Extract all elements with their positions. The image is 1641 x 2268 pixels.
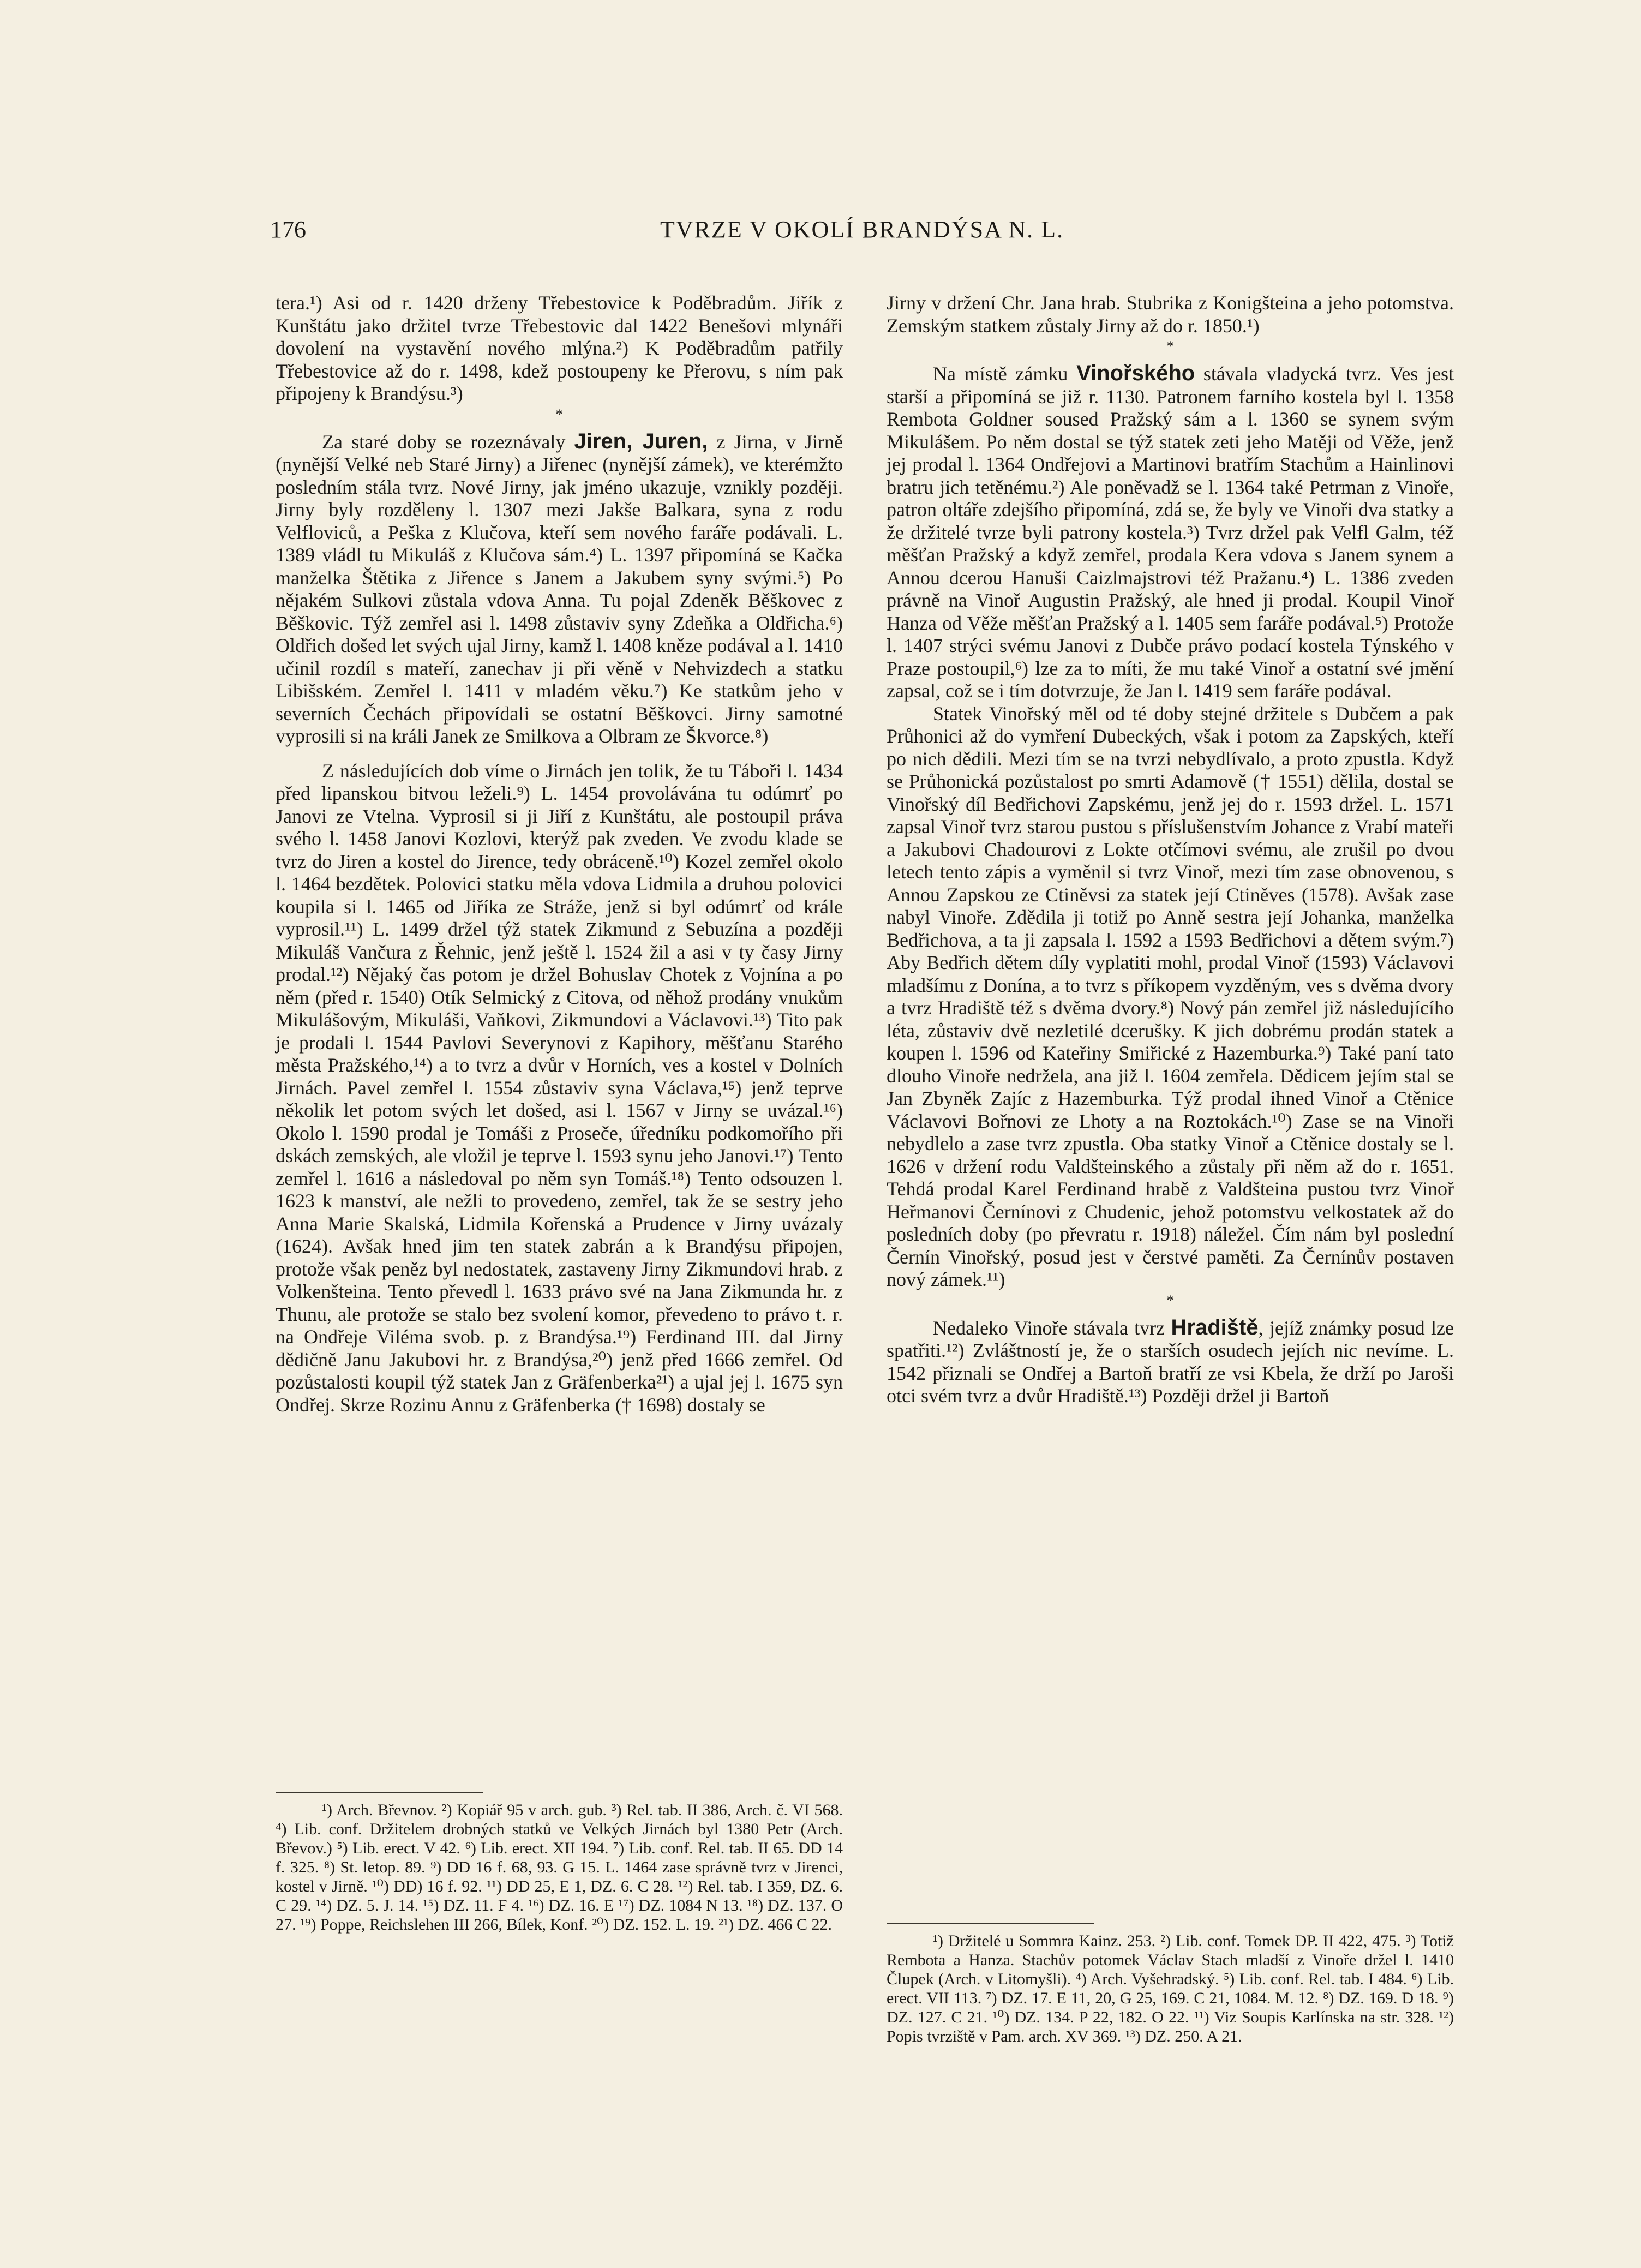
left-column [276, 292, 843, 1416]
paragraph-trebestovice-end: tera.¹) Asi od r. 1420 drženy Třebestovice k Poděbradům. Jiřík z Kunštátu jako držitel tvrze Třebestovic dal 1422 Benešovi mlynáři dovolení na vystavění nového mlýna.²) K Poděbradům patřily Třebestovice až do r. 1498, kdež postoupeny ke Přerovu, s ním pak připojeny k Brandýsu.³) [276, 292, 843, 404]
footnote-rule [276, 1792, 483, 1793]
paragraph-jiren-history: Z následujících dob víme o Jirnách jen tolik, že tu Táboři l. 1434 před lipanskou bitvou leželi.⁹) L. 1454 provolávána tu odúmrť po Janovi ze Vtelna. Vyprosil si ji Jiří z Kunštátu, ale postoupil práva svého l. 1458 Janovi Kozlovi, kterýž pak zveden. Ve zvodu klade se tvrz do Jiren a kostel do Jirence, tedy obráceně.¹⁰) Kozel zemřel okolo l. 1464 bezdětek. Polovici statku měla vdova Lidmila a druhou polovici koupila si l. 1465 od Jiříka ze Stráže, jenž si byl odúmrť od krále vyprosil.¹¹) L. 1499 držel týž statek Zikmund z Sebuzína a později Mikuláš Vančura z Řehnic, jenž ještě l. 1524 žil a asi v ty časy Jirny prodal.¹²) Nějaký čas potom je držel Bohuslav Chotek z Vojnína a po něm (před r. 1540) Otík Selmický z Citova, od něhož prodány vnukům Mikulášovým, Mikuláši, Vaňkovi, Zikmundovi a Václavovi.¹³) Tito pak je prodali l. 1544 Pavlovi Severynovi z Kapihory, měšťanu Starého města Pražského,¹⁴) a to tvrz a dvůr v Horních, ves a kostel v Dolních Jirnách. Pavel zemřel l. 1554 zůstaviv syna Václava,¹⁵) jenž teprve několik let potom svých let došed, asi l. 1567 v Jirny se uvázal.¹⁶) Okolo l. 1590 prodal je Tomáši z Proseče, úředníku podkomořího při dskách zemských, ale vložil je teprve l. 1593 synu jeho Janovi.¹⁷) Tento zemřel l. 1616 a následoval po něm syn Tomáš.¹⁸) Tento odsouzen l. 1623 k manství, ale nežli to provedeno, zemřel, tak že se sestry jeho Anna Marie Skalská, Lidmila Kořenská a Prudence v Jirny uvázaly (1624). Avšak hned jim ten statek zabrán a k Brandýsu připojen, protože však peněz byl nedostatek, zastaveny Jirny Zikmundovi hrab. z Volkenšteina. Tento převedl l. 1633 právo své na Jana Zikmunda hr. z Thunu, ale protože se stalo bez svolení komor, převedeno to právo t. r. na Ondřeje Viléma svob. p. z Brandýsa.¹⁹) Ferdinand III. dal Jirny dědičně Janu Jakubovi hr. z Brandýsa,²⁰) jenž před 1666 zemřel. Od pozůstalosti koupil týž statek Jan z Gräfenberka²¹) a ujal jej l. 1675 syn Ondřej. Skrze Rozinu Annu z Gräfenberka († 1698) dostaly se [276, 759, 843, 1416]
page-number: 176 [270, 216, 306, 243]
paragraph-jirny-end: Jirny v držení Chr. Jana hrab. Stubrika z Konigšteina a jeho potomstva. Zemským statkem zůstaly Jirny až do r. 1850.¹) [887, 292, 1454, 337]
paragraph-jiren-intro [276, 430, 843, 748]
text-run: z Jirna, v Jirně (nynější Velké neb Staré Jirny) a Jiřenec (nynější zámek), ve kterémžto posledním stála tvrz. Nové Jirny, jak jméno ukazuje, vznikly později. Jirny byly rozděleny l. 1307 mezi Jakše Balkara, syna z rodu Velfloviců, a Peška z Klučova, kteří sem nového faráře podávali. L. 1389 vládl tu Mikuláš z Klučova sám.⁴) L. 1397 připomíná se Kačka manželka Štětika z Jiřence s Janem a Jakubem syny svými.⁵) Po nějakém Sulkovi zůstala vdova Anna. Tu pojal Zdeněk Běškovec z Běškovic. Týž zemřel asi l. 1498 zůstaviv syny Zdeňka a Oldřicha.⁶) Oldřich došed let svých ujal Jirny, kamž l. 1408 kněze podával a l. 1410 učinil rozdíl s mateří, zanechav ji při věně v Nehvizdech a statku Libišském. Zemřel l. 1411 v mladém věku.⁷) Ke statkům jeho v severních Čechách připovídali se ostatní Běškovci. Jirny samotné vyprosili si na králi Janek ze Smilkova a Olbram ze Škvorce.⁸) [276, 430, 843, 747]
footnote-rule [887, 1923, 1094, 1924]
text-run: Na místě zámku [933, 363, 1077, 385]
section-heading-jiren: Jiren, Juren, [574, 429, 708, 453]
section-heading-vinor: Vinořského [1076, 361, 1195, 385]
section-heading-hradiste: Hradiště [1171, 1315, 1259, 1339]
footnotes-left: ¹) Arch. Břevnov. ²) Kopiář 95 v arch. gub. ³) Rel. tab. II 386, Arch. č. VI 568. ⁴) Lib. conf. Držitelem drobných statků ve Velkých Jirnách byl 1380 Petr (Arch. Břevov.) ⁵) Lib. erect. V 42. ⁶) Lib. erect. XII 194. ⁷) Lib. conf. Rel. tab. II 65. DD 14 f. 325. ⁸) St. letop. 89. ⁹) DD 16 f. 68, 93. G 15. L. 1464 zase správně tvrz v Jirenci, kostel v Jirně. ¹⁰) DD) 16 f. 92. ¹¹) DD 25, E 1, DZ. 6. C 28. ¹²) Rel. tab. I 359, DZ. 6. C 29. ¹⁴) DZ. 5. J. 14. ¹⁵) DZ. 11. F 4. ¹⁶) DZ. 16. E ¹⁷) DZ. 1084 N 13. ¹⁸) DZ. 137. O 27. ¹⁹) Poppe, Reichslehen III 266, Bílek, Konf. ²⁰) DZ. 152. L. 19. ²¹) DZ. 466 C 22. [276, 1801, 843, 1934]
paragraph-vinor-history: Statek Vinořský měl od té doby stejné držitele s Dubčem a pak Průhonici až do vymření Dubeckých, však i potom za Zapských, kteří po nich dědili. Mezi tím se na tvrzi nebydlívalo, a proto zpustla. Když se Průhonická pozůstalost po smrti Adamově († 1551) dělila, dostal se Vinořský díl Bedřichovi Zapskému, jenž jej do r. 1593 držel. L. 1571 zapsal Vinoř tvrz starou pustou s příslušenstvím Johance z Vrabí mateři a Jakubovi Chadourovi z Lokte otčímovi svému, ale zrušil po dvou letech tento zápis a vyměnil si tvrz Vinoř, mezi tím zase obnovenou, s Annou Zapskou ze Ctiněvsi za statek její Ctiněves (1578). Avšak zase nabyl Vinoře. Zdědila ji totiž po Anně sestra její Johanka, manželka Bedřichova, a ta ji zapsala l. 1592 a 1593 Bedřichovi a dětem svým.⁷) Aby Bedřich dětem díly vyplatiti mohl, prodal Vinoř (1593) Václavovi mladšímu z Donína, a to tvrz s příkopem vyzděným, ves s dvěma dvory a tvrz Hradiště též s dvěma dvory.⁸) Nový pán zemřel již následujícího léta, zůstaviv dvě nezletilé dcerušky. K jich dobrému prodán statek a koupen l. 1596 od Kateřiny Smiřické z Hazemburka.⁹) Také paní tato dlouho Vinoře nedržela, ana již l. 1604 zemřela. Dědicem jejím stal se Jan Zbyněk Zajíc z Hazemburka. Týž prodal ihned Vinoř a Ctěnice Václavovi Bořnovi ze Lhoty a na Roztokách.¹⁰) Zase se na Vinoři nebydlelo a zase tvrz zpustla. Oba statky Vinoř a Ctěnice dostaly se l. 1626 v držení rodu Valdšteinského a zůstaly při něm až do r. 1651. Tehdá prodal Karel Ferdinand hrabě z Valdšteina pustou tvrz Vinoř Heřmanovi Černínovi z Chudenic, jehož potomstvu velkostatek až do posledních doby (po převratu r. 1918) náležel. Čím nám byl poslední Černín Vinořský, posud jest v čerstvé paměti. Za Černínův postaven nový zámek.¹¹) [887, 702, 1454, 1290]
section-separator: * [555, 406, 563, 422]
text-run: stávala vladycká tvrz. Ves jest starší a připomíná se již r. 1130. Patronem farního kostela byl l. 1358 Rembota Goldner soused Pražský sám a l. 1360 se synem svým Mikulášem. Po něm dostal se týž statek zeti jeho Matěji od Věže, jenž jej prodal l. 1364 Ondřejovi a Martinovi bratřím Stachům a Hainlinovi bratru jich tetěnému.²) Ale poněvadž se l. 1364 také Petrman z Vinoře, patron oltáře zdejšího připomíná, zdá se, že byly ve Vinoři dva statky a že držitelé tvrze byli patrony kostela.³) Tvrz držel pak Velfl Galm, též měšťan Pražský a když zemřel, prodala Kera vdova s Janem synem a Annou dcerou Hanuši Caizlmajstrovi též Pražanu.⁴) L. 1386 zveden právně na Vinoř Augustin Pražský, ale hned ji prodal. Koupil Vinoř Hanza od Věže měšťan Pražský a l. 1405 sem faráře podával.⁵) Protože l. 1407 strýci svému Janovi z Dubče právo podací kostela Týnského v Praze postoupil,⁶) lze za to míti, že mu také Vinoř a ostatní své jmění zapsal, což se i tím dotvrzuje, že Jan l. 1419 sem faráře podával. [887, 363, 1454, 702]
text-run: Za staré doby se rozeznávaly [322, 430, 574, 453]
footnotes-right: ¹) Držitelé u Sommra Kainz. 253. ²) Lib. conf. Tomek DP. II 422, 475. ³) Totiž Rembota a Hanza. Stachův potomek Václav Stach mladší z Vinoře držel l. 1410 Člupek (Arch. v Litomyšli). ⁴) Arch. Vyšehradský. ⁵) Lib. conf. Rel. tab. I 484. ⁶) Lib. erect. VII 113. ⁷) DZ. 17. E 11, 20, G 25, 169. C 21, 1084. M. 12. ⁸) DZ. 169. D 18. ⁹) DZ. 127. C 21. ¹⁰) DZ. 134. P 22, 182. O 22. ¹¹) Viz Soupis Karlínska na str. 328. ¹²) Popis tvrziště v Pam. arch. XV 369. ¹³) DZ. 250. A 21. [887, 1932, 1454, 2045]
section-separator: * [1166, 1292, 1174, 1308]
text-run: , jejíž známky posud lze spatřiti.¹²) Zvláštností je, že o starších osudech jejích nic nevíme. L. 1542 přiznali se Ondřej a Bartoň bratří ze vsi Kbela, že drží po Jaroši otci svém tvrz a dvůr Hradiště.¹³) Později držel ji Bartoň [887, 1316, 1454, 1407]
page-header [0, 216, 1641, 248]
text-run: Nedaleko Vinoře stávala tvrz [933, 1316, 1171, 1339]
section-separator: * [1166, 338, 1174, 354]
paragraph-vinor-intro [887, 362, 1454, 703]
right-column [887, 292, 1454, 1408]
running-title: TVRZE V OKOLÍ BRANDÝSA N. L. [660, 216, 1064, 243]
paragraph-hradiste [887, 1316, 1454, 1408]
